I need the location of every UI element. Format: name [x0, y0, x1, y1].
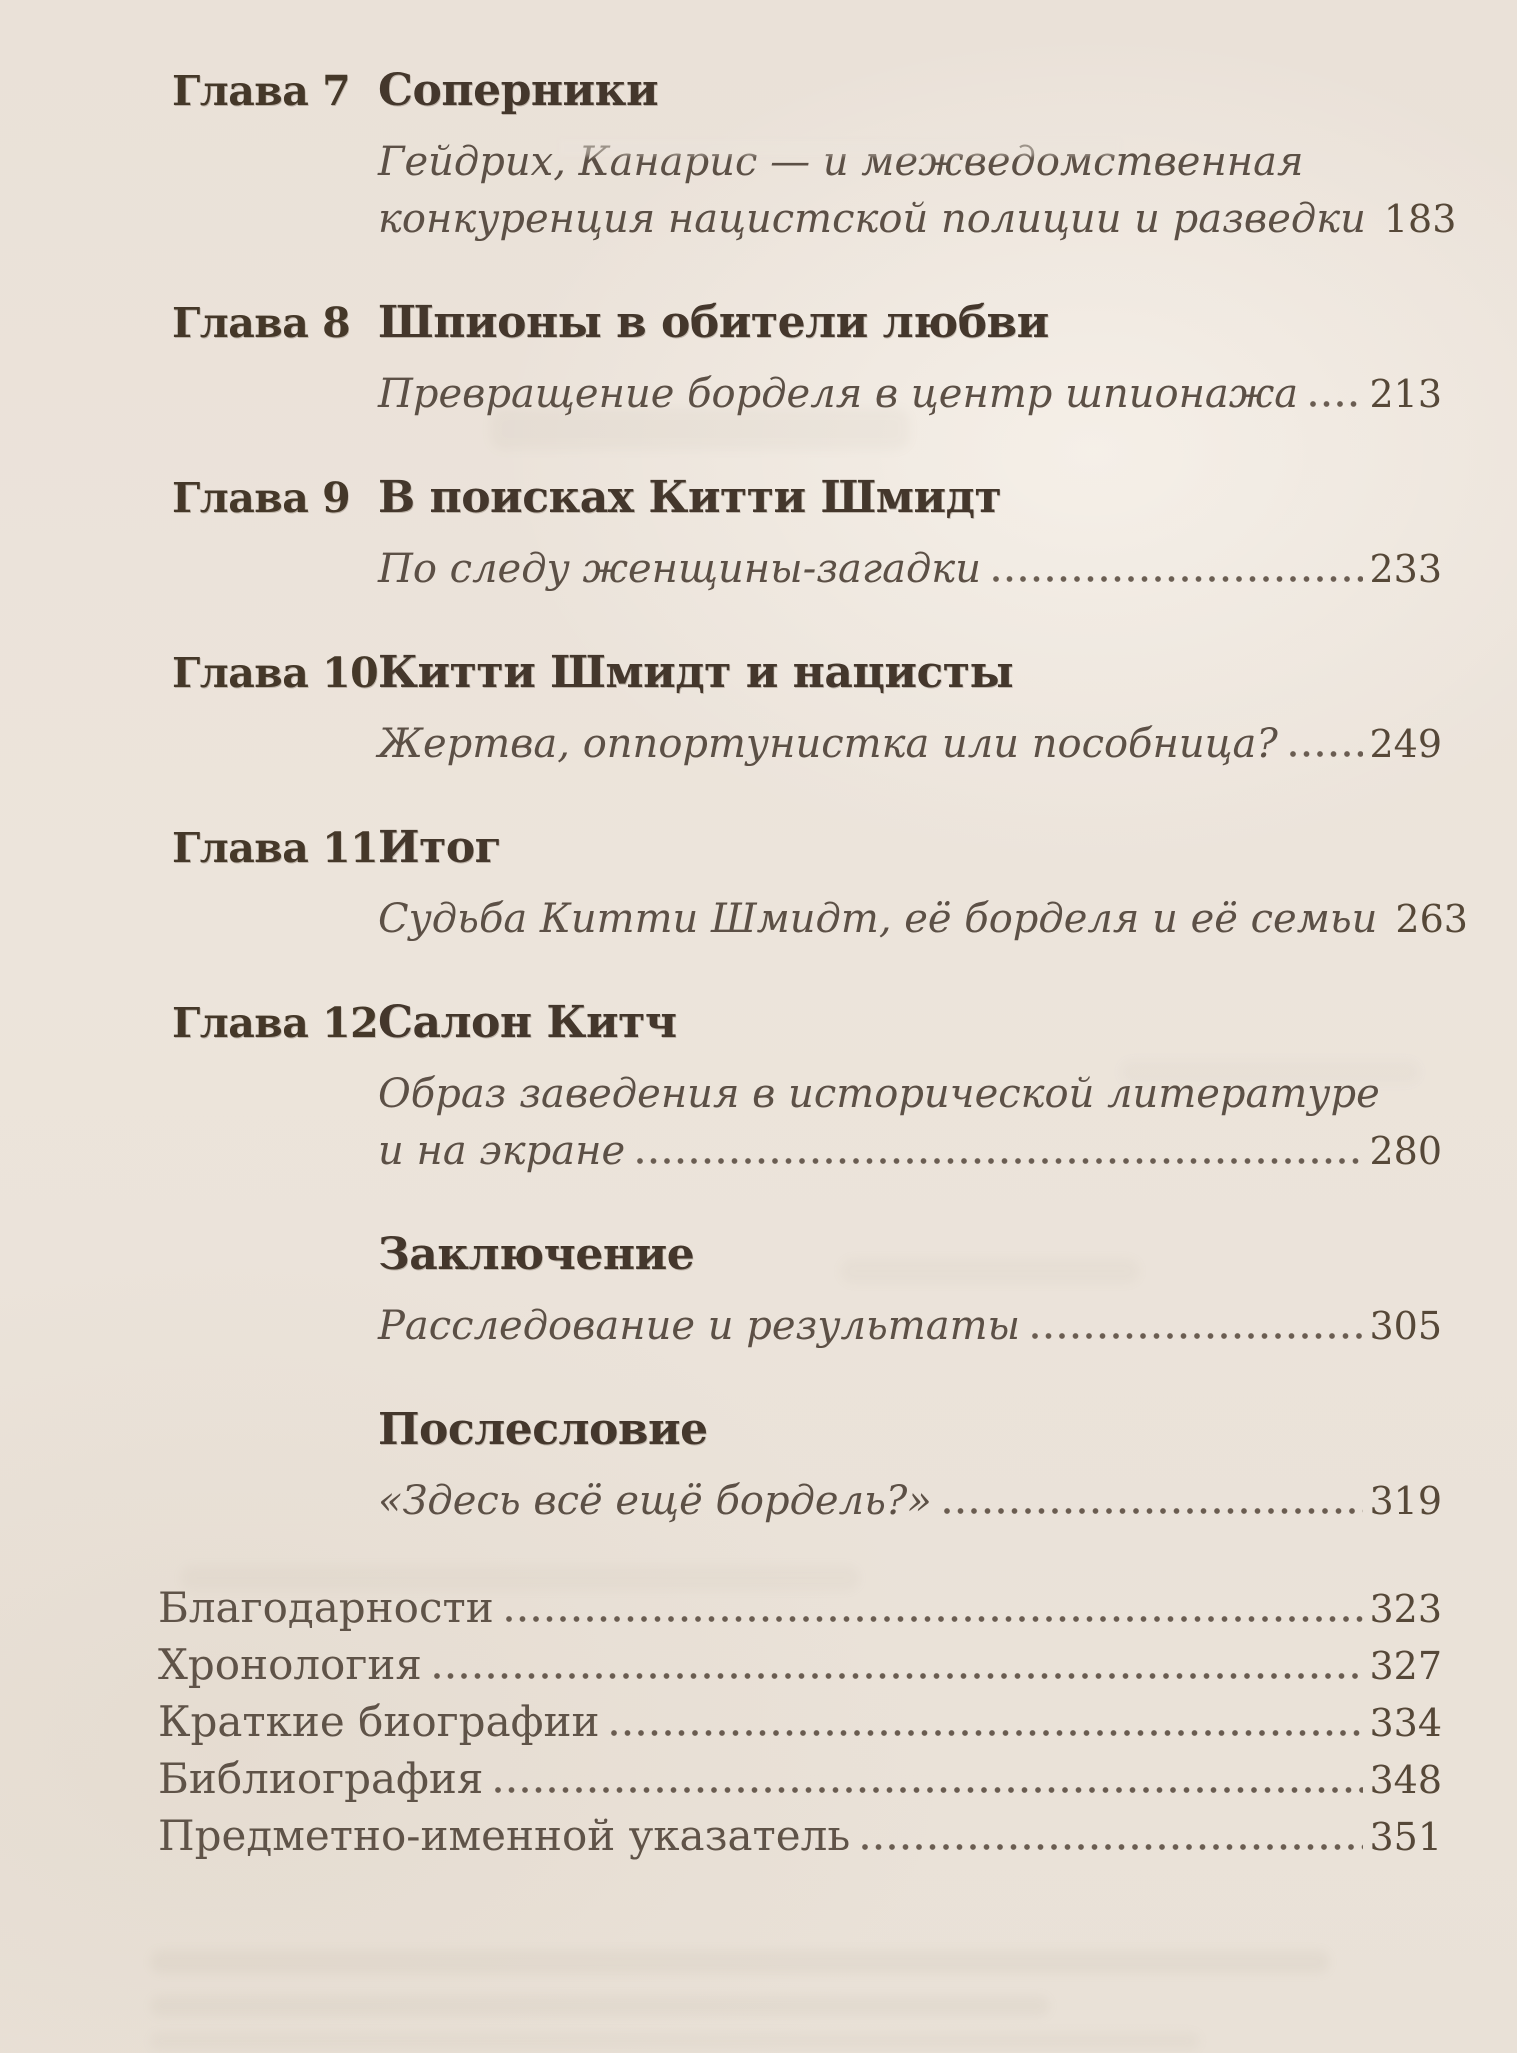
page-number: 327	[1369, 1644, 1442, 1688]
list-item	[158, 1637, 1442, 1694]
toc-entry	[172, 998, 1442, 1180]
page-number: 249	[1369, 722, 1442, 766]
chapter-subtitle: По следу женщины-загадки	[378, 546, 981, 592]
list-item	[158, 1694, 1442, 1751]
chapter-subtitle: Гейдрих, Канарис — и межведомственная	[378, 139, 1304, 185]
page-number: 183	[1383, 197, 1457, 241]
chapter-label-empty	[172, 1405, 378, 1530]
section-title: Послесловие	[378, 1404, 708, 1455]
chapter-subtitle: Судьба Китти Шмидт, её борделя и её семьи	[378, 896, 1378, 942]
bleed-through-ghost	[150, 1995, 1050, 2017]
chapter-title: Шпионы в обители любви	[378, 297, 1049, 348]
dot-leader	[495, 1787, 1363, 1793]
chapter-label-empty	[172, 1230, 378, 1355]
dot-leader	[434, 1673, 1364, 1679]
chapter-subtitle: Жертва, оппортунистка или пособница?	[378, 721, 1278, 767]
toc-entry	[172, 65, 1457, 248]
page-number: 348	[1369, 1758, 1442, 1802]
section-subtitle: «Здесь всё ещё бордель?»	[378, 1478, 932, 1524]
chapter-subtitle: Образ заведения в исторической литературе	[378, 1071, 1380, 1117]
list-item	[158, 1751, 1442, 1808]
page-number: 319	[1369, 1479, 1442, 1523]
toc-entry	[172, 1405, 1442, 1530]
backmatter-title: Благодарности	[158, 1583, 494, 1632]
dot-leader	[1310, 401, 1363, 407]
backmatter-title: Краткие биографии	[158, 1697, 600, 1746]
bleed-through-ghost	[150, 1950, 1330, 1974]
page-number: 213	[1369, 372, 1442, 416]
page-number: 323	[1369, 1587, 1442, 1631]
chapter-subtitle: и на экране	[378, 1128, 626, 1174]
page-number: 263	[1395, 897, 1468, 941]
chapter-label: Глава 10	[172, 649, 379, 697]
dot-leader	[611, 1730, 1363, 1736]
dot-leader	[1032, 1333, 1363, 1339]
toc-entry	[172, 473, 1442, 598]
chapter-subtitle: конкуренция нацистской полиции и разведки	[378, 196, 1366, 242]
chapter-title: В поисках Китти Шмидт	[378, 472, 1002, 523]
dot-leader	[993, 576, 1364, 582]
page-number: 305	[1369, 1304, 1442, 1348]
page-number: 334	[1369, 1701, 1442, 1745]
chapter-title: Соперники	[378, 65, 659, 116]
chapter-label: Глава 8	[172, 299, 351, 347]
list-item	[158, 1580, 1442, 1637]
section-title: Заключение	[378, 1229, 695, 1280]
dot-leader	[637, 1158, 1363, 1164]
chapter-title: Китти Шмидт и нацисты	[378, 647, 1014, 698]
dot-leader	[862, 1844, 1363, 1850]
page-number: 351	[1369, 1815, 1442, 1859]
chapter-title: Салон Китч	[378, 997, 677, 1048]
section-subtitle: Расследование и результаты	[378, 1303, 1021, 1349]
chapter-label: Глава 11	[172, 824, 379, 872]
toc-entry	[172, 1230, 1442, 1355]
dot-leader	[1290, 751, 1364, 757]
list-item	[158, 1808, 1442, 1865]
toc-entry	[172, 648, 1442, 773]
page-number: 280	[1369, 1129, 1442, 1173]
toc-entry	[172, 298, 1442, 423]
bleed-through-ghost	[150, 2032, 1200, 2050]
chapter-subtitle: Превращение борделя в центр шпионажа	[378, 371, 1299, 417]
chapter-label: Глава 9	[172, 474, 351, 522]
backmatter-list	[158, 1580, 1442, 1865]
backmatter-title: Хронология	[158, 1640, 422, 1689]
chapter-label: Глава 7	[172, 67, 351, 115]
page-number: 233	[1369, 547, 1442, 591]
dot-leader	[506, 1616, 1364, 1622]
dot-leader	[944, 1508, 1364, 1514]
backmatter-title: Предметно-именной указатель	[158, 1811, 851, 1860]
chapter-label: Глава 12	[172, 999, 379, 1047]
chapter-title: Итог	[378, 822, 502, 873]
backmatter-title: Библиография	[158, 1754, 484, 1803]
toc-entry	[172, 822, 1468, 948]
